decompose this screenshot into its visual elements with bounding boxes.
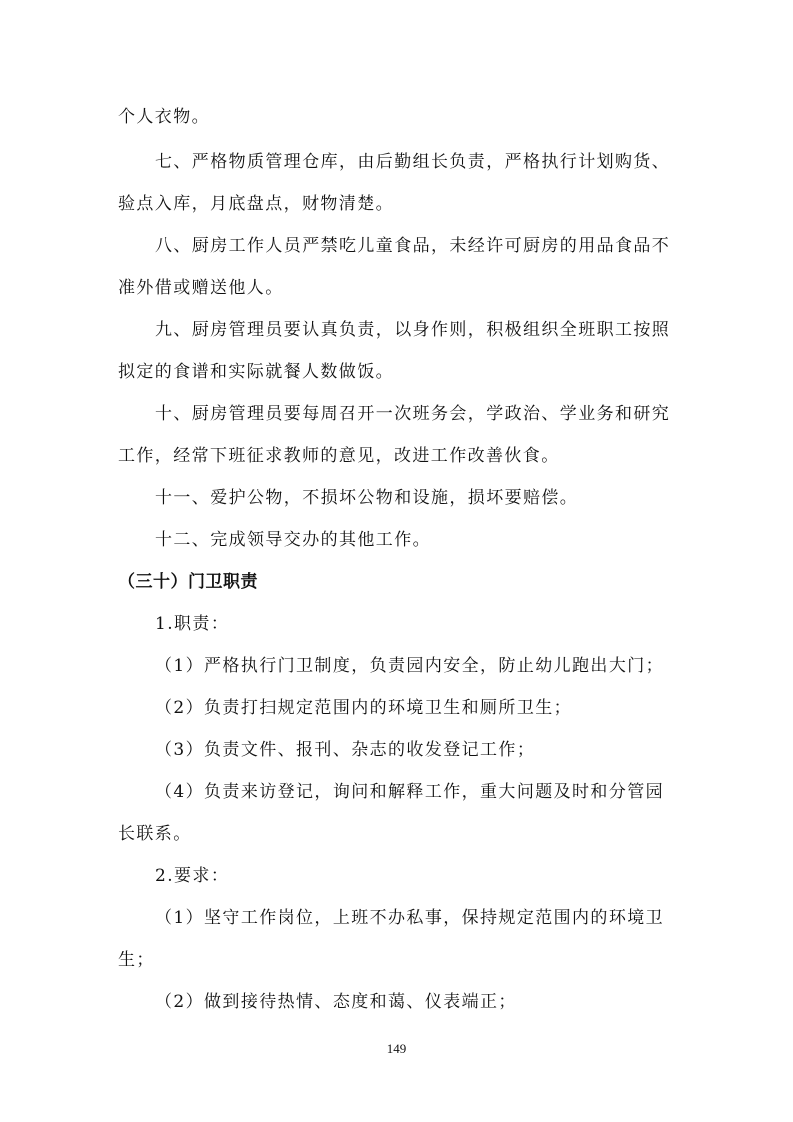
subsection-title: 1.职责： (155, 614, 230, 634)
text-line: 十、厨房管理员要每周召开一次班务会，学政治、学业务和研究 (155, 404, 671, 424)
text-line: 十一、爱护公物，不损坏公物和设施，损坏要赔偿。 (155, 488, 579, 508)
text-line: 拟定的食谱和实际就餐人数做饭。 (118, 362, 394, 382)
text-line: 八、厨房工作人员严禁吃儿童食品，未经许可厨房的用品食品不 (155, 236, 671, 256)
text-line: 九、厨房管理员要认真负责，以身作则，积极组织全班职工按照 (155, 320, 671, 340)
list-item: （2）做到接待热情、态度和蔼、仪表端正； (155, 992, 517, 1012)
text-line: 准外借或赠送他人。 (118, 278, 284, 298)
text-line: 验点入库，月底盘点，财物清楚。 (118, 194, 394, 214)
text-line: 十二、完成领导交办的其他工作。 (155, 530, 431, 550)
list-item: （1）坚守工作岗位，上班不办私事，保持规定范围内的环境卫 (155, 908, 665, 928)
text-line: 个人衣物。 (118, 107, 210, 127)
subsection-title: 2.要求： (155, 866, 230, 886)
text-line: 七、严格物质管理仓库，由后勤组长负责，严格执行计划购货、 (155, 152, 671, 172)
text-line: 长联系。 (118, 824, 192, 844)
list-item: （4）负责来访登记，询问和解释工作，重大问题及时和分管园 (155, 782, 665, 802)
list-item: （3）负责文件、报刊、杂志的收发登记工作； (155, 740, 536, 760)
text-line: 工作，经常下班征求教师的意见，改进工作改善伙食。 (118, 446, 560, 466)
section-heading: （三十）门卫职责 (118, 572, 258, 592)
list-item: （2）负责打扫规定范围内的环境卫生和厕所卫生； (155, 698, 573, 718)
text-line: 生； (118, 950, 155, 970)
page-number: 149 (386, 1041, 407, 1056)
list-item: （1）严格执行门卫制度，负责园内安全，防止幼儿跑出大门； (155, 656, 665, 676)
